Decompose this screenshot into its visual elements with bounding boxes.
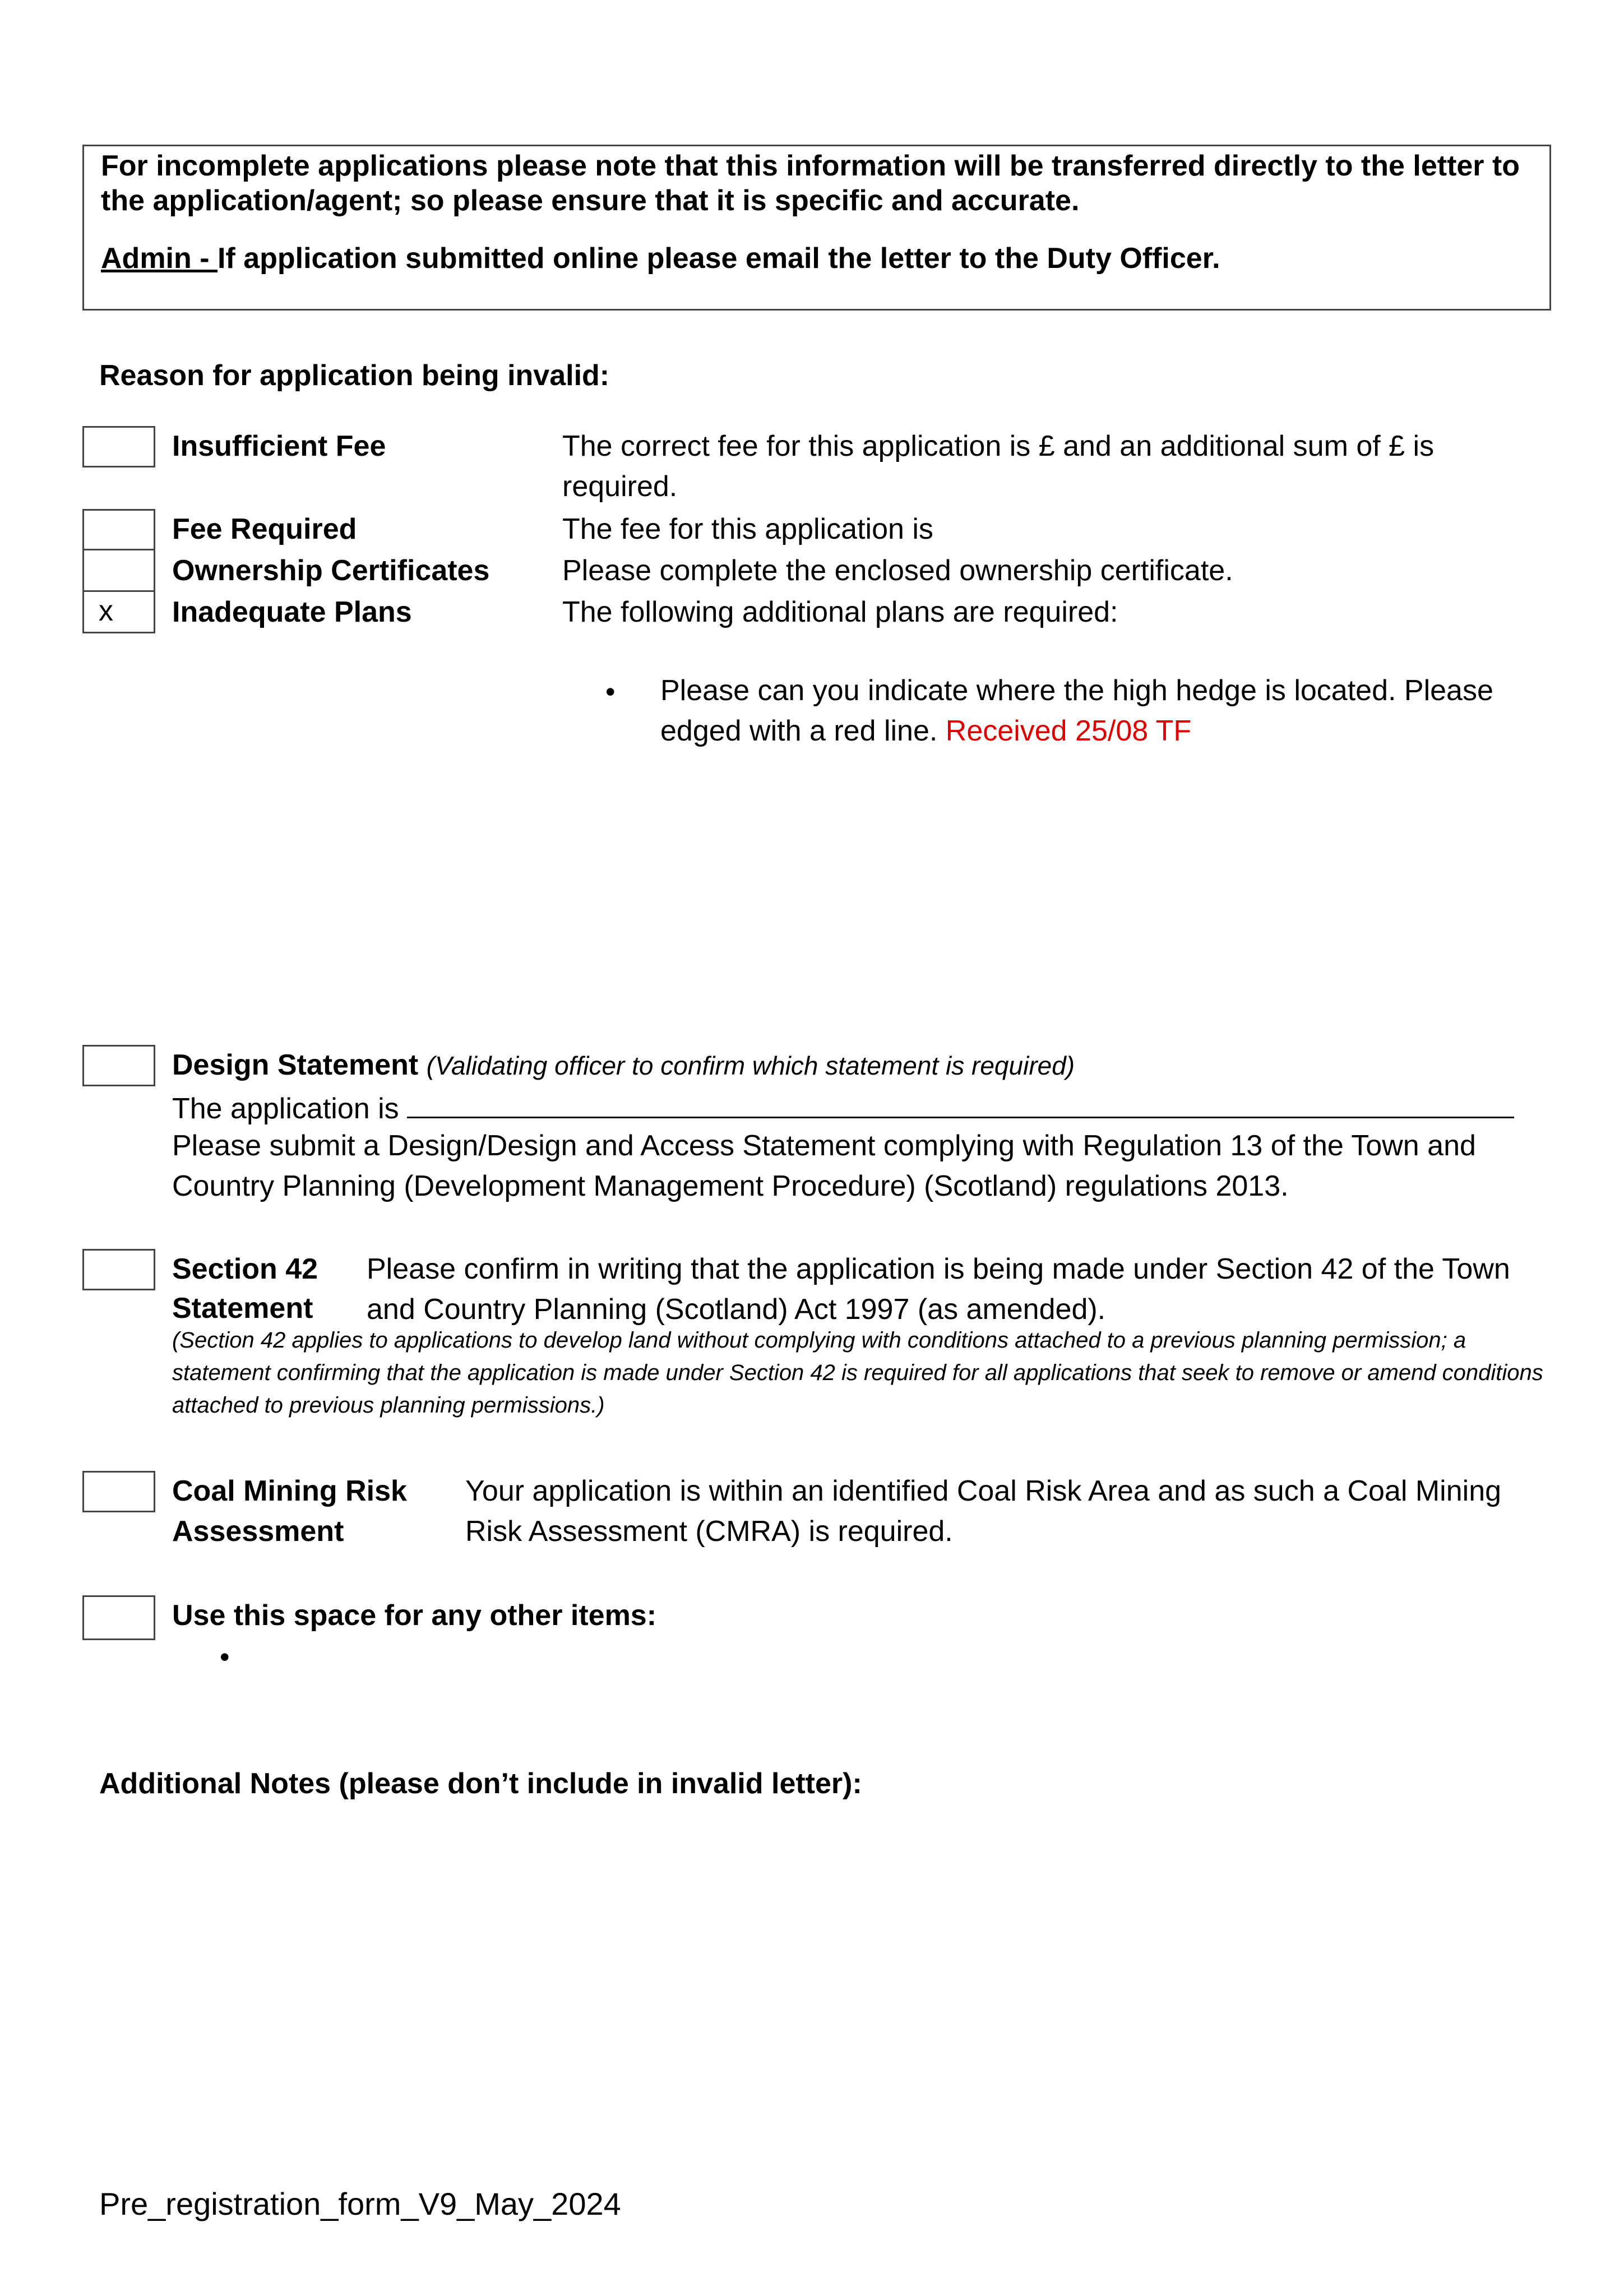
- application-is-line: [172, 1085, 1514, 1129]
- received-note: Received 25/08 TF: [945, 715, 1192, 747]
- design-statement-heading: [172, 1045, 1551, 1086]
- hedge-request-text: [660, 670, 1535, 751]
- section-42-label-line1: Section 42: [172, 1253, 318, 1285]
- checkbox-mark: x: [99, 595, 113, 627]
- insufficient-fee-label: Insufficient Fee: [172, 430, 386, 462]
- coal-mining-label-line2: Assessment: [172, 1515, 344, 1548]
- other-items-label: Use this space for any other items:: [172, 1599, 657, 1632]
- checkbox-design-statement[interactable]: [82, 1045, 155, 1086]
- checkbox-other-items[interactable]: [82, 1595, 155, 1640]
- admin-text: If application submitted online please email the letter to the Duty Officer.: [217, 242, 1220, 275]
- admin-note: [101, 238, 1220, 279]
- hedge-request: Please can you indicate where the high hedge is located. Please edged with a red line.: [660, 674, 1493, 747]
- section-42-note: (Section 42 applies to applications to develop land without complying with conditions attached to a previous planning permission; a statement confirming that the application is made under Section 42 is required for all applications that seek to remove or amend conditions attached to previous planning permissions.): [172, 1328, 1543, 1418]
- design-statement-text: Please submit a Design/Design and Access Statement complying with Regulation 13 of the Town and Country Planning (Development Management Procedure) (Scotland) regulations 2013.: [172, 1130, 1476, 1202]
- application-is-label: The application is: [172, 1093, 399, 1125]
- application-is-blank[interactable]: [407, 1085, 1514, 1118]
- inadequate-plans-text: The following additional plans are required:: [562, 596, 1118, 628]
- design-statement-label: Design Statement: [172, 1049, 419, 1081]
- bullet-icon: •: [605, 676, 616, 707]
- notice-box: [82, 145, 1551, 311]
- additional-notes-heading: Additional Notes (please don’t include in invalid letter):: [99, 1767, 862, 1800]
- checkbox-inadequate-plans[interactable]: [82, 592, 155, 633]
- inadequate-plans-label: Inadequate Plans: [172, 596, 412, 628]
- checkbox-section-42[interactable]: [82, 1249, 155, 1290]
- checkbox-ownership[interactable]: [82, 550, 155, 592]
- checkbox-insufficient-fee[interactable]: [82, 426, 155, 467]
- section-42-label-line2: Statement: [172, 1292, 313, 1325]
- footer-form-id: Pre_registration_form_V9_May_2024: [99, 2186, 621, 2221]
- design-statement-note: (Validating officer to confirm which statement is required): [426, 1051, 1075, 1080]
- bullet-icon: •: [220, 1641, 230, 1673]
- reason-heading: Reason for application being invalid:: [99, 359, 610, 392]
- coal-mining-label-line1: Coal Mining Risk: [172, 1475, 407, 1507]
- checkbox-coal-mining[interactable]: [82, 1471, 155, 1512]
- admin-label: Admin -: [101, 242, 218, 275]
- coal-mining-text: Your application is within an identified Coal Risk Area and as such a Coal Mining Risk Assessment (CMRA) is required.: [465, 1475, 1502, 1548]
- ownership-label: Ownership Certificates: [172, 554, 490, 587]
- insufficient-fee-text: The correct fee for this application is £ and an additional sum of £ is required.: [562, 430, 1435, 503]
- notice-text: For incomplete applications please note that this information will be transferred directly to the letter to the application/agent; so please ensure that it is specific and accurate.: [101, 150, 1520, 217]
- section-42-text: Please confirm in writing that the application is being made under Section 42 of the Town and Country Planning (Scotland) Act 1997 (as amended).: [367, 1253, 1510, 1326]
- checkbox-fee-required[interactable]: [82, 509, 155, 550]
- ownership-text: Please complete the enclosed ownership certificate.: [562, 554, 1233, 587]
- fee-required-text: The fee for this application is: [562, 513, 933, 545]
- fee-required-label: Fee Required: [172, 513, 357, 545]
